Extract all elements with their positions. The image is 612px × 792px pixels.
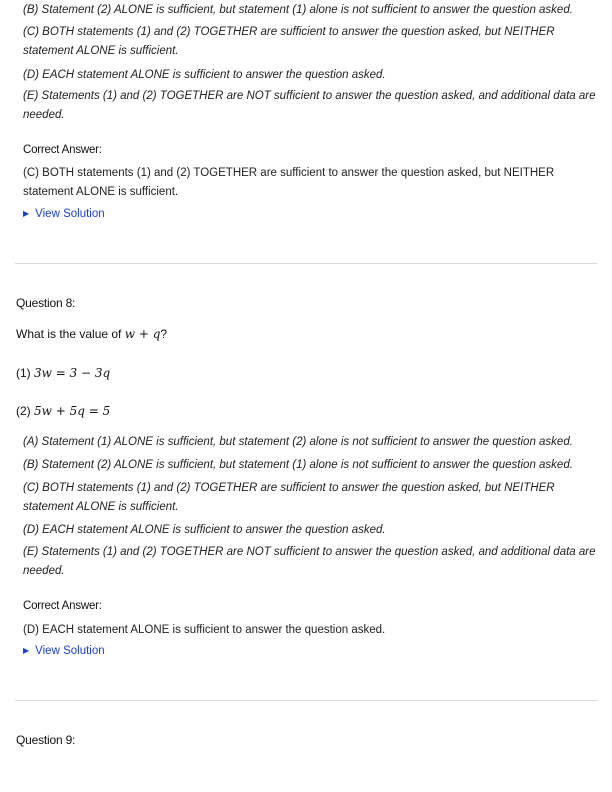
option-c: (C) BOTH statements (1) and (2) TOGETHER are sufficient to answer the question asked, but NEITHER statement ALONE is sufficient. [23, 482, 555, 513]
expand-triangle-icon: ▶ [23, 209, 30, 218]
prev-option-c: (C) BOTH statements (1) and (2) TOGETHER are sufficient to answer the question asked, but NEITHER statement ALONE is sufficient. [23, 26, 555, 57]
statement-2-label: (2) [16, 404, 34, 418]
statement-1-math: 3w = 3 − 3q [34, 366, 111, 380]
view-solution-label: View Solution [35, 645, 105, 657]
correct-answer: (D) EACH statement ALONE is sufficient to answer the question asked. [23, 624, 386, 636]
view-solution-label: View Solution [35, 208, 105, 220]
prev-option-b: (B) Statement (2) ALONE is sufficient, but statement (1) alone is not sufficient to answer the question asked. [23, 4, 573, 16]
prev-correct-answer: (C) BOTH statements (1) and (2) TOGETHER are sufficient to answer the question asked, but NEITHER statement ALONE is sufficient. [23, 167, 555, 198]
question-8-heading: Question 8: [16, 296, 76, 310]
statement-1-label: (1) [16, 366, 34, 380]
question-9-heading: Question 9: [16, 733, 76, 747]
view-solution-link[interactable] [23, 645, 105, 657]
section-divider [15, 700, 597, 701]
statement-2 [16, 404, 110, 418]
correct-answer-label: Correct Answer: [23, 600, 102, 612]
prev-option-d: (D) EACH statement ALONE is sufficient to answer the question asked. [23, 69, 386, 81]
statement-1 [16, 366, 110, 380]
prompt-text: What is the value of [16, 327, 125, 341]
statement-2-math: 5w + 5q = 5 [34, 404, 111, 418]
question-8-prompt [16, 327, 167, 341]
option-a: (A) Statement (1) ALONE is sufficient, but statement (2) alone is not sufficient to answer the question asked. [23, 436, 573, 448]
option-e: (E) Statements (1) and (2) TOGETHER are NOT sufficient to answer the question asked, and additional data are needed. [23, 546, 596, 577]
prev-correct-answer-label: Correct Answer: [23, 144, 102, 156]
prev-view-solution-link[interactable] [23, 208, 105, 220]
option-b: (B) Statement (2) ALONE is sufficient, but statement (1) alone is not sufficient to answer the question asked. [23, 459, 573, 471]
expand-triangle-icon: ▶ [23, 646, 30, 655]
prompt-suffix: ? [160, 327, 168, 341]
section-divider [15, 263, 597, 264]
option-d: (D) EACH statement ALONE is sufficient to answer the question asked. [23, 524, 386, 536]
prev-option-e: (E) Statements (1) and (2) TOGETHER are NOT sufficient to answer the question asked, and additional data are needed. [23, 90, 596, 121]
prompt-math: w + q [124, 327, 161, 341]
